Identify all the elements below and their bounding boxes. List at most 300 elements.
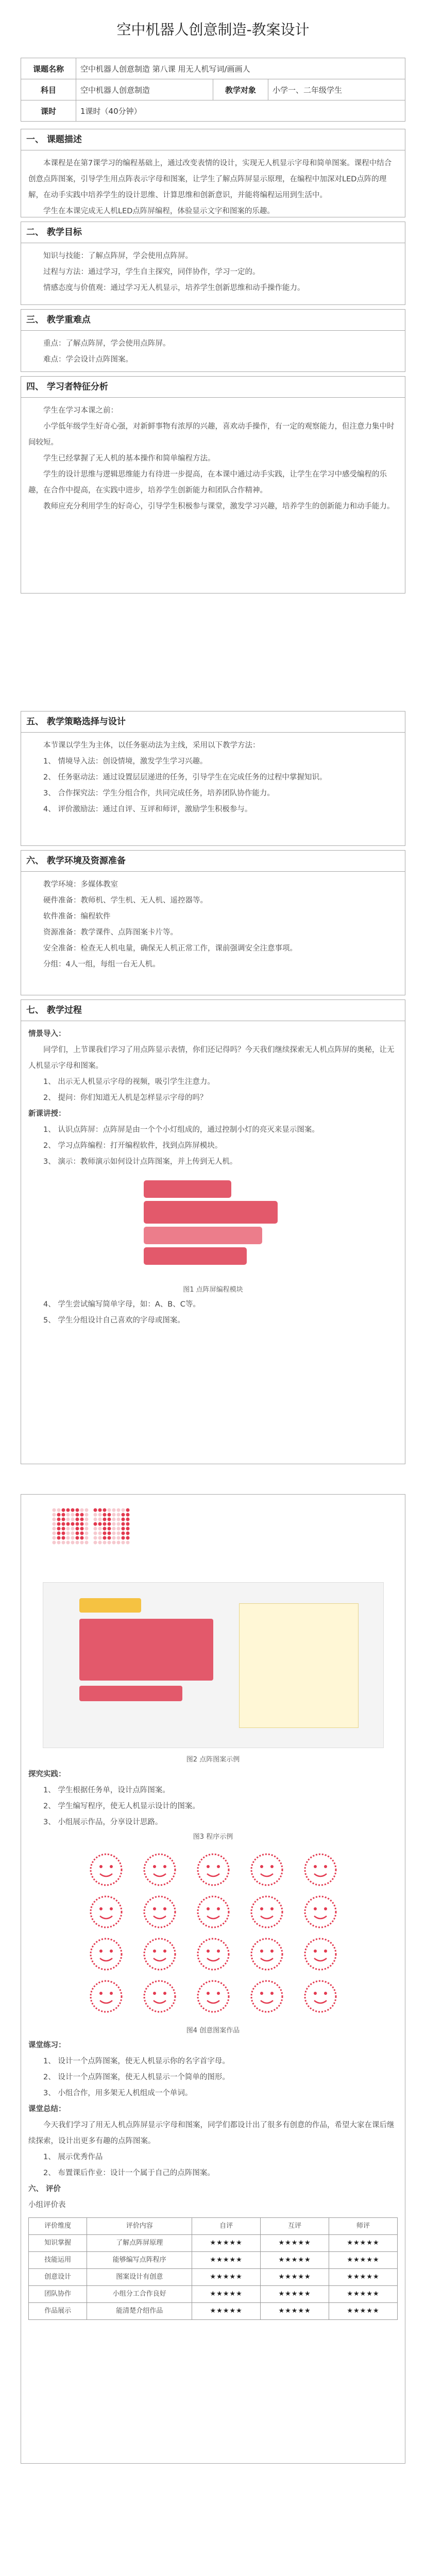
code-block [144,1227,262,1244]
matrix-dot [112,1509,116,1512]
face-mouth [100,1916,112,1919]
matrix-dot [80,1532,84,1535]
table-header: 自评 [192,2218,261,2235]
face-mouth [314,2001,327,2003]
face-pattern-icon [79,1849,347,2019]
face-mouth [154,2001,166,2003]
paragraph: 4、 评价激励法：通过自评、互评和师评，激励学生积极参与。 [43,805,252,814]
face-eye [163,1950,166,1953]
paragraph: 今天我们学习了用无人机点阵屏显示字母和图案，同学们都设计出了很多有创意的作品，希望大家在课后继续探索，设计出更多有趣的点阵图案。 [28,2121,395,2145]
matrix-dot [103,1509,107,1512]
matrix-dot [117,1522,121,1526]
face-eye [110,1907,113,1910]
section-objectives [21,222,405,305]
matrix-dot [94,1536,97,1540]
section-heading: 七、 教学过程 [21,1000,405,1021]
paragraph: 本节课以学生为主体，以任务驱动法为主线，采用以下教学方法： [43,741,260,750]
matrix-dot [53,1513,56,1517]
matrix-dot [122,1522,125,1526]
paragraph: 2、 学生编写程序，使无人机显示设计的图案。 [43,1802,200,1810]
section-description [21,129,405,217]
paragraph: 重点：了解点阵屏，学会使用点阵屏。 [43,340,171,348]
subject-label: 科目 [21,79,76,100]
face-outline [144,1981,175,2012]
paragraph: 1、 设计一个点阵图案，使无人机显示你的名字首字母。 [43,2057,230,2065]
matrix-dot [122,1513,125,1517]
face-eye [153,1992,156,1995]
figure-caption: 图2 点阵图案示例 [186,1756,240,1764]
matrix-dot [103,1541,107,1545]
face-eye [270,1992,274,1995]
matrix-dot [80,1536,84,1540]
dot-matrix-letter-icon [49,1505,131,1577]
matrix-dot [94,1513,97,1517]
step-title: 情景导入： [28,1030,66,1038]
table-cell: ★★★★★ [192,2269,261,2286]
matrix-dot [53,1509,56,1512]
paragraph: 学生已经掌握了无人机的基本操作和简单编程方法。 [43,454,215,463]
paragraph: 1、 学生根据任务单，设计点阵图案。 [43,1786,170,1794]
matrix-dot [85,1509,89,1512]
matrix-dot [108,1509,111,1512]
matrix-dot [85,1518,89,1521]
paragraph: 学生在学习本课之前： [43,406,118,415]
table-cell: ★★★★★ [192,2235,261,2252]
table-row [29,2269,398,2286]
face-mouth [261,2001,273,2003]
face-eye [153,1865,156,1868]
matrix-dot [57,1541,61,1545]
face-outline [144,1854,175,1885]
section-strategy [21,711,405,846]
face-mouth [207,1958,219,1961]
table-cell: ★★★★★ [192,2303,261,2320]
face-mouth [207,2001,219,2003]
matrix-dot [112,1522,116,1526]
matrix-dot [98,1527,102,1531]
face-outline [144,1896,175,1927]
matrix-dot [66,1513,70,1517]
matrix-dot [80,1509,84,1512]
code-block [79,1619,213,1681]
matrix-dot [103,1518,107,1521]
paragraph: 3、 小组展示作品，分享设计思路。 [43,1818,163,1826]
paragraph: 3、 合作探究法：学生分组合作，共同完成任务，培养团队协作能力。 [43,789,275,798]
paragraph: 1、 认识点阵屏：点阵屏是由一个个小灯组成的，通过控制小灯的亮灭来显示图案。 [43,1126,319,1134]
table-cell: ★★★★★ [261,2235,329,2252]
face-eye [260,1950,263,1953]
matrix-dot [122,1532,125,1535]
matrix-dot [112,1536,116,1540]
course-value: 空中机器人创意制造 第八课 用无人机写词/画画人 [76,58,405,79]
matrix-dot [76,1541,79,1545]
paragraph: 过程与方法：通过学习，学生自主探究，同伴协作，学习一定的。 [43,268,260,276]
face-eye [163,1992,166,1995]
face-eye [207,1950,210,1953]
matrix-dot [71,1513,75,1517]
face-outline [198,1854,229,1885]
face-mouth [100,1958,112,1961]
face-eye [260,1992,263,1995]
matrix-dot [103,1522,107,1526]
table-row [29,2286,398,2303]
step-title: 探究实践： [28,1770,66,1778]
matrix-dot [122,1527,125,1531]
matrix-dot [98,1513,102,1517]
code-block [79,1598,141,1613]
table-cell: ★★★★★ [329,2252,398,2269]
matrix-dot [126,1532,130,1535]
paragraph: 学生的设计思维与逻辑思维能力有待进一步提高，在本课中通过动手实践，让学生在学习中感受编程的乐趣，在合作中提高，在实践中进步，培养学生创新能力和团队合作精神。 [28,470,387,495]
face-outline [91,1896,122,1927]
face-eye [260,1907,263,1910]
program-screenshot [43,1582,384,1748]
section-heading: 一、 课题描述 [21,129,405,150]
matrix-dot [80,1527,84,1531]
matrix-dot [57,1536,61,1540]
matrix-dot [76,1532,79,1535]
code-blocks-figure [128,1175,298,1278]
hours-value: 1课时（40分钟） [76,100,405,122]
table-cell: ★★★★★ [261,2252,329,2269]
matrix-dot [57,1518,61,1521]
face-eye [153,1950,156,1953]
table-cell: 知识掌握 [29,2235,87,2252]
table-cell: ★★★★★ [329,2235,398,2252]
table-cell: ★★★★★ [261,2303,329,2320]
matrix-dot [66,1527,70,1531]
matrix-dot [108,1513,111,1517]
evaluation-table [28,2217,398,2320]
face-outline [251,1896,282,1927]
face-outline [91,1854,122,1885]
matrix-dot [71,1527,75,1531]
paragraph: 安全准备：检查无人机电量，确保无人机正常工作，课前强调安全注意事项。 [43,944,297,953]
matrix-dot [117,1541,121,1545]
matrix-dot [94,1522,97,1526]
table-header: 互评 [261,2218,329,2235]
face-mouth [154,1874,166,1876]
matrix-dot [62,1509,65,1512]
face-mouth [261,1916,273,1919]
matrix-dot [80,1541,84,1545]
matrix-dot [62,1541,65,1545]
figure-caption: 图3 程序示例 [193,1833,233,1841]
matrix-dot [126,1541,130,1545]
paragraph: 难点：学会设计点阵图案。 [43,355,133,364]
table-cell: ★★★★★ [329,2286,398,2303]
matrix-dot [66,1532,70,1535]
matrix-dot [126,1527,130,1531]
matrix-dot [117,1532,121,1535]
table-cell: 能清楚介绍作品 [87,2303,192,2320]
matrix-dot [112,1527,116,1531]
matrix-dot [76,1527,79,1531]
paragraph: 硬件准备：教师机、学生机、无人机、遥控器等。 [43,896,208,905]
matrix-dot [62,1522,65,1526]
face-outline [305,1981,336,2012]
matrix-dot [71,1518,75,1521]
matrix-dot [108,1522,111,1526]
matrix-dot [98,1536,102,1540]
matrix-dot [76,1536,79,1540]
face-eye [217,1907,220,1910]
matrix-dot [117,1513,121,1517]
matrix-dot [62,1527,65,1531]
matrix-dot [103,1527,107,1531]
table-cell: 了解点阵屏原理 [87,2235,192,2252]
matrix-dot [122,1509,125,1512]
matrix-dot [103,1513,107,1517]
section-heading: 六、 教学环境及资源准备 [21,851,405,872]
matrix-dot [57,1513,61,1517]
paragraph: 1、 情境导入法：创设情境，激发学生学习兴趣。 [43,757,208,766]
matrix-dot [76,1509,79,1512]
face-mouth [207,1916,219,1919]
matrix-dot [94,1518,97,1521]
matrix-dot [76,1513,79,1517]
face-eye [207,1907,210,1910]
hours-label: 课时 [21,100,76,122]
table-cell: 能够编写点阵程序 [87,2252,192,2269]
table-cell: 创意设计 [29,2269,87,2286]
face-eye [314,1950,317,1953]
face-eye [110,1865,113,1868]
matrix-dot [126,1536,130,1540]
face-eye [324,1865,327,1868]
matrix-dot [122,1536,125,1540]
face-eye [260,1865,263,1868]
subject-value: 空中机器人创意制造 [76,79,213,100]
paragraph: 教师应充分利用学生的好奇心，引导学生积极参与课堂，激发学习兴趣，培养学生的创新能力和动手能力。 [43,502,395,511]
face-mouth [100,1874,112,1876]
table-row [29,2252,398,2269]
face-eye [99,1992,103,1995]
paragraph: 分组：4人一组，每组一台无人机。 [43,960,160,969]
face-eye [207,1992,210,1995]
face-outline [251,1981,282,2012]
face-eye [153,1907,156,1910]
table-cell: ★★★★★ [329,2303,398,2320]
face-eye [110,1992,113,1995]
matrix-dot [66,1522,70,1526]
paragraph: 2、 提问：你们知道无人机是怎样显示字母的吗？ [43,1094,208,1102]
section-heading: 三、 教学重难点 [21,310,405,331]
paragraph: 2、 设计一个点阵图案，使无人机显示一个简单的图形。 [43,2073,230,2081]
section-process-continued [21,1494,405,2464]
matrix-dot [53,1532,56,1535]
face-mouth [314,1916,327,1919]
matrix-dot [53,1536,56,1540]
matrix-dot [71,1522,75,1526]
paragraph: 1、 出示无人机显示字母的视频，吸引学生注意力。 [43,1078,215,1086]
matrix-dot [126,1522,130,1526]
face-mouth [261,1874,273,1876]
face-eye [99,1907,103,1910]
face-eye [270,1950,274,1953]
matrix-dot [103,1532,107,1535]
paragraph: 本课程是在第7课学习的编程基础上，通过改变表情的设计，实现无人机显示字母和简单图案。课程中结合创意点阵图案，引导学生用点阵表示字母和图案，让学生了解点阵屏显示原理，在编程中加深对LED点阵的理解，在动手实践中培养学生的设计思维、计算思维和创新意识，并能将编程运用到生活中。 [28,159,392,199]
matrix-dot [117,1509,121,1512]
face-outline [91,1981,122,2012]
matrix-dot [117,1536,121,1540]
face-mouth [100,2001,112,2003]
paragraph: 教学环境：多媒体教室 [43,880,118,889]
face-eye [163,1907,166,1910]
face-outline [198,1981,229,2012]
eval-subtitle: 小组评价表 [28,2201,66,2209]
eval-title: 六、 评价 [28,2185,61,2193]
table-cell: 小组分工合作良好 [87,2286,192,2303]
matrix-dot [62,1532,65,1535]
target-label: 教学对象 [213,79,268,100]
face-outline [251,1939,282,1970]
matrix-dot [98,1541,102,1545]
matrix-dot [57,1509,61,1512]
matrix-dot [126,1513,130,1517]
figure-caption: 图4 创意图案作品 [186,2027,240,2035]
face-eye [99,1950,103,1953]
table-cell: 技能运用 [29,2252,87,2269]
section-heading: 二、 教学目标 [21,222,405,243]
table-cell: 作品展示 [29,2303,87,2320]
face-outline [305,1854,336,1885]
matrix-dot [122,1518,125,1521]
matrix-dot [108,1532,111,1535]
face-outline [305,1939,336,1970]
paragraph: 3、 演示：教师演示如何设计点阵图案，并上传到无人机。 [43,1158,237,1166]
matrix-dot [122,1541,125,1545]
face-eye [217,1950,220,1953]
table-row [29,2235,398,2252]
paragraph: 4、 学生尝试编写简单字母，如：A、B、C等。 [43,1300,200,1309]
matrix-dot [112,1513,116,1517]
matrix-dot [66,1509,70,1512]
table-cell: 团队协作 [29,2286,87,2303]
table-header: 师评 [329,2218,398,2235]
matrix-dot [117,1527,121,1531]
face-eye [217,1992,220,1995]
matrix-dot [71,1509,75,1512]
paragraph: 2、 学习点阵编程：打开编程软件，找到点阵屏模块。 [43,1142,223,1150]
matrix-dot [98,1518,102,1521]
matrix-dot [112,1541,116,1545]
face-mouth [154,1958,166,1961]
face-outline [198,1896,229,1927]
face-mouth [154,1916,166,1919]
matrix-dot [62,1536,65,1540]
matrix-dot [62,1513,65,1517]
matrix-dot [112,1518,116,1521]
face-outline [144,1939,175,1970]
table-cell: ★★★★★ [192,2252,261,2269]
matrix-dot [94,1509,97,1512]
face-eye [324,1907,327,1910]
matrix-dot [112,1532,116,1535]
face-eye [270,1907,274,1910]
paragraph: 2、 布置课后作业：设计一个属于自己的点阵图案。 [43,2169,215,2177]
matrix-dot [71,1536,75,1540]
matrix-dot [71,1532,75,1535]
matrix-dot [98,1532,102,1535]
table-cell: ★★★★★ [261,2286,329,2303]
matrix-dot [85,1536,89,1540]
face-outline [91,1939,122,1970]
paragraph: 情感态度与价值观：通过学习无人机显示，培养学生创新思维和动手操作能力。 [43,284,305,292]
table-cell: ★★★★★ [192,2286,261,2303]
matrix-dot [66,1518,70,1521]
emoji-grid-figure [79,1849,347,2019]
paragraph: 5、 学生分组设计自己喜欢的字母或图案。 [43,1316,185,1325]
matrix-dot [80,1518,84,1521]
face-eye [110,1950,113,1953]
matrix-dot [108,1518,111,1521]
matrix-dot [53,1541,56,1545]
step-title: 课堂练习： [28,2041,66,2049]
matrix-dot [94,1527,97,1531]
figure-caption: 图1 点阵屏编程模块 [183,1286,243,1294]
matrix-dot [53,1527,56,1531]
matrix-dot [62,1518,65,1521]
course-label: 课题名称 [21,58,76,79]
paragraph: 同学们，上节课我们学习了用点阵显示表情，你们还记得吗？今天我们继续探索无人机点阵屏的奥秘，让无人机显示字母和图案。 [28,1046,395,1070]
matrix-dot [94,1532,97,1535]
section-heading: 四、 学习者特征分析 [21,377,405,398]
matrix-dot [53,1522,56,1526]
matrix-dot [108,1541,111,1545]
face-mouth [314,1874,327,1876]
matrix-dot [57,1532,61,1535]
table-row [29,2303,398,2320]
settings-panel [239,1603,359,1728]
paragraph: 小学低年级学生好奇心强，对新鲜事物有浓厚的兴趣，喜欢动手操作，有一定的观察能力，但注意力集中时间较短。 [28,422,395,447]
code-block [144,1247,247,1265]
document-title: 空中机器人创意制造-教案设计 [116,21,310,38]
section-learner-analysis [21,376,405,594]
face-eye [207,1865,210,1868]
paragraph: 1、 展示优秀作品 [43,2153,103,2161]
section-heading: 五、 教学策略选择与设计 [21,711,405,733]
code-block [144,1201,278,1224]
matrix-dot [85,1513,89,1517]
matrix-dot [57,1527,61,1531]
face-eye [314,1865,317,1868]
table-cell: ★★★★★ [329,2269,398,2286]
face-eye [99,1865,103,1868]
matrix-dot [94,1541,97,1545]
section-environment [21,850,405,995]
paragraph: 资源准备：教学课件、点阵图案卡片等。 [43,928,178,937]
target-value: 小学一、二年级学生 [268,79,405,100]
matrix-dot [76,1522,79,1526]
matrix-dot [66,1541,70,1545]
matrix-dot [80,1522,84,1526]
matrix-figure [49,1505,131,1577]
face-eye [163,1865,166,1868]
matrix-dot [117,1518,121,1521]
matrix-dot [76,1518,79,1521]
paragraph: 3、 小组合作，用多架无人机组成一个单词。 [43,2089,193,2097]
face-eye [324,1992,327,1995]
matrix-dot [85,1527,89,1531]
matrix-dot [108,1536,111,1540]
matrix-dot [85,1532,89,1535]
step-title: 课堂总结： [28,2105,66,2113]
matrix-dot [126,1509,130,1512]
face-eye [217,1865,220,1868]
paragraph: 软件准备：编程软件 [43,912,111,921]
matrix-dot [103,1536,107,1540]
